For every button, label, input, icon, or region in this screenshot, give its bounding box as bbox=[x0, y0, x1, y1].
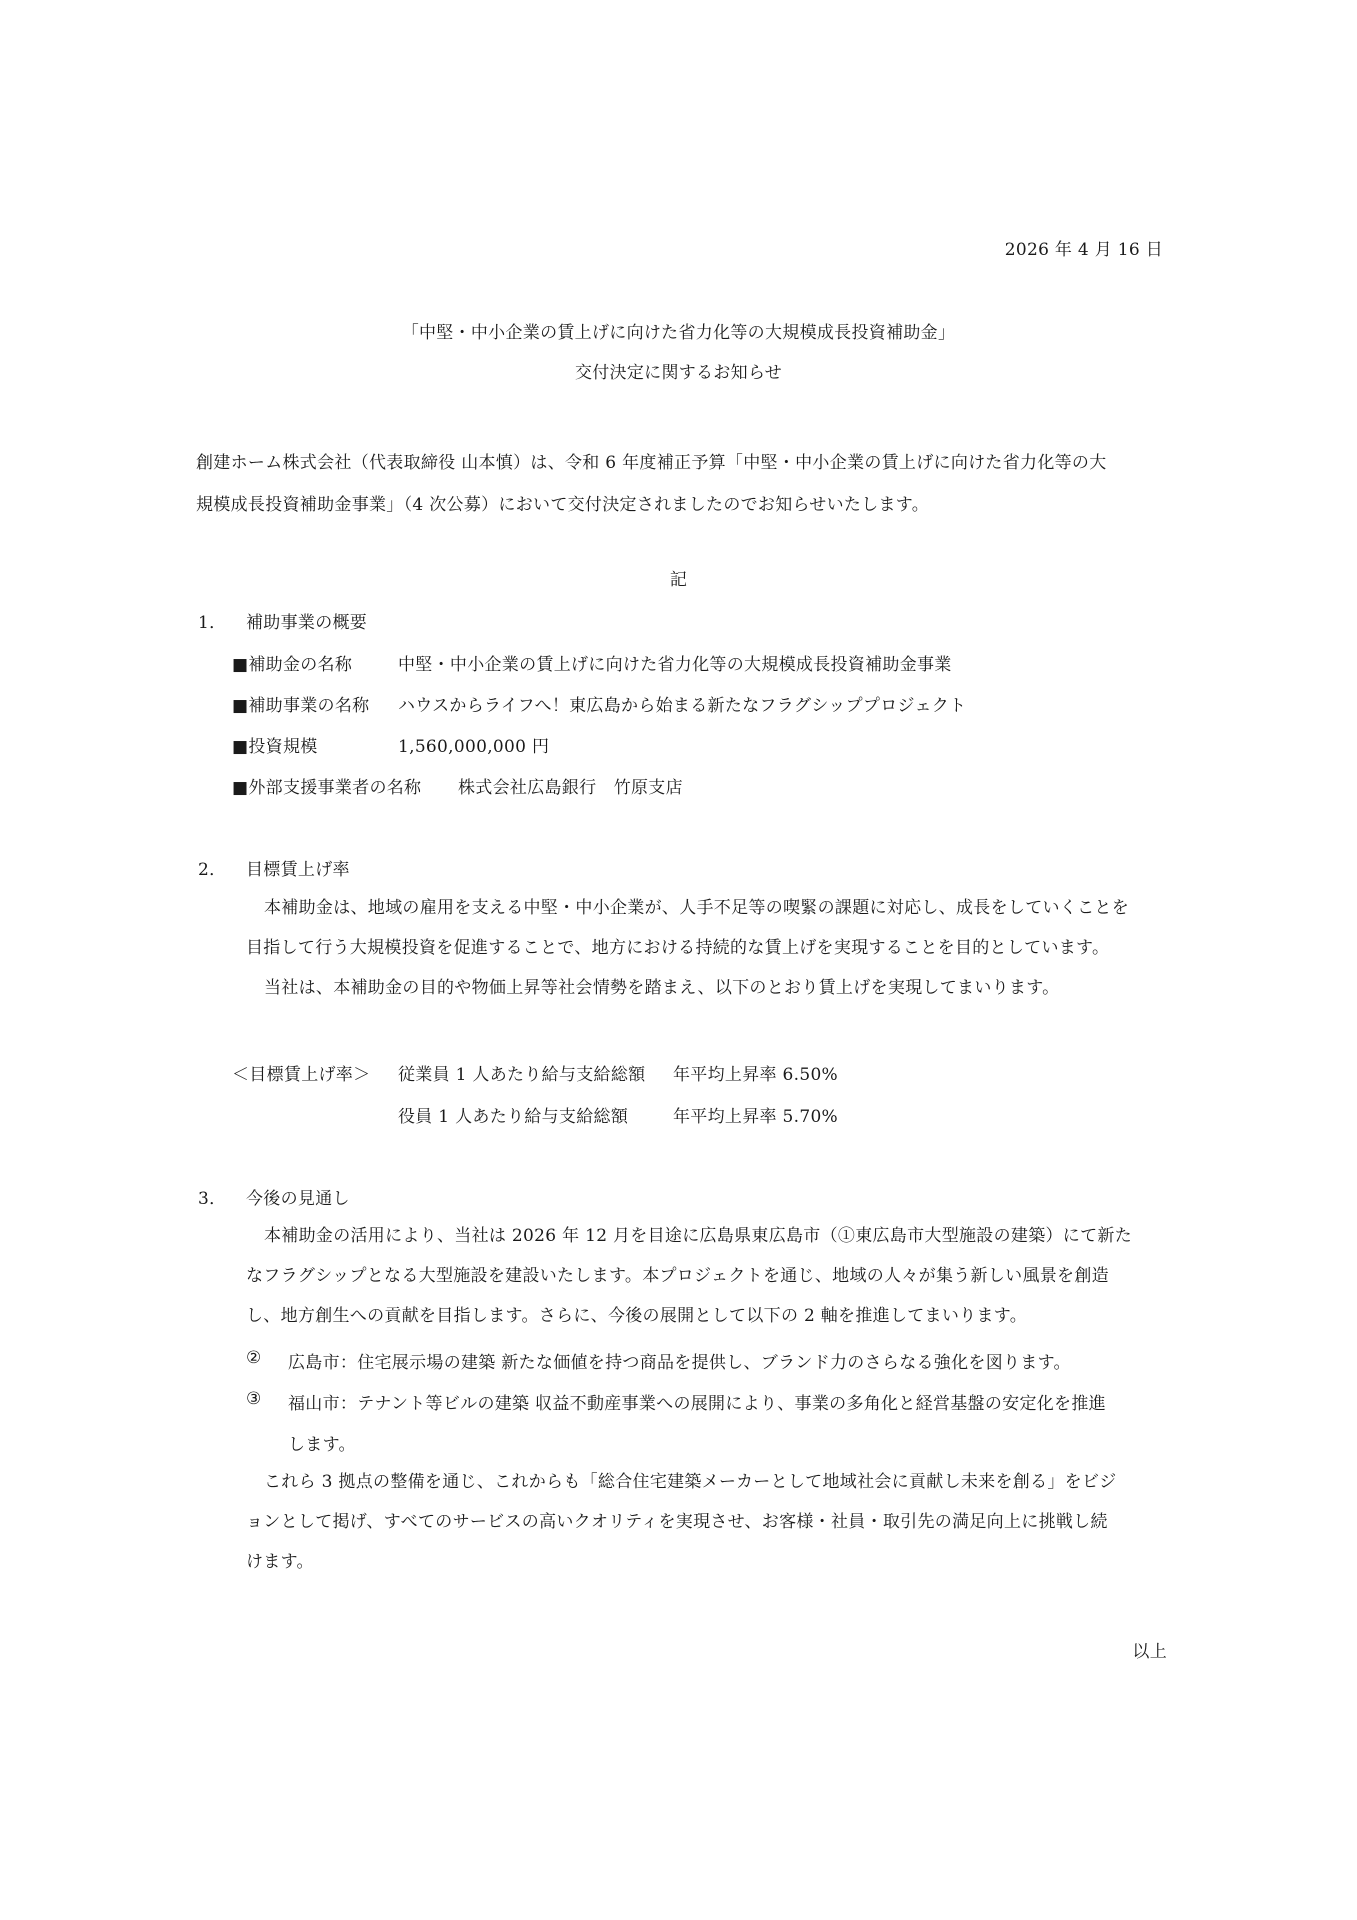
paragraph-line: 目指して行う大規模投資を促進することで、地方における持続的な賃上げを実現することを目的としています。 bbox=[246, 938, 1110, 958]
intro-line: 規模成長投資補助金事業」（4 次公募）において交付決定されましたのでお知らせいたします。 bbox=[196, 495, 930, 515]
fukuyama-plan-text: 福山市：テナント等ビルの建築 収益不動産事業への展開により、事業の多角化と経営基盤の安定化を推進 bbox=[288, 1394, 1106, 1414]
circled-number-3: ③ bbox=[246, 1389, 262, 1409]
closing-paragraph bbox=[246, 1462, 1117, 1582]
investment-scale-value: 1,560,000,000 円 bbox=[398, 737, 550, 757]
intro-paragraph bbox=[196, 442, 1107, 526]
paragraph-line: 本補助金の活用により、当社は 2026 年 12 月を目途に広島県東広島市（①東広島市大型施設の建築）にて新た bbox=[264, 1226, 1133, 1246]
document-title: 「中堅・中小企業の賃上げに向けた省力化等の大規模成長投資補助金」 bbox=[401, 323, 956, 343]
circled-number-2: ② bbox=[246, 1348, 262, 1368]
officer-wage-rate: 年平均上昇率 5.70% bbox=[673, 1107, 839, 1127]
paragraph-line: けます。 bbox=[246, 1552, 314, 1572]
subsidy-name-label: ■補助金の名称 bbox=[232, 655, 353, 675]
employee-wage-text: 従業員 1 人あたり給与支給総額 bbox=[398, 1065, 646, 1085]
paragraph-line: ョンとして掲げ、すべてのサービスの高いクオリティを実現させ、お客様・社員・取引先の満足向上に挑戦し続 bbox=[246, 1512, 1108, 1532]
support-provider-label: ■外部支援事業者の名称 bbox=[232, 778, 422, 798]
subsidy-name-value: 中堅・中小企業の賃上げに向けた省力化等の大規模成長投資補助金事業 bbox=[398, 655, 952, 675]
section3-title: 今後の見通し bbox=[246, 1189, 350, 1209]
investment-scale-label: ■投資規模 bbox=[232, 737, 318, 757]
paragraph-line: し、地方創生への貢献を目指します。さらに、今後の展開として以下の 2 軸を推進してまいります。 bbox=[246, 1306, 1028, 1326]
document-date: 2026 年 4 月 16 日 bbox=[1004, 240, 1163, 260]
paragraph-line: これら 3 拠点の整備を通じ、これからも「総合住宅建築メーカーとして地域社会に貢献し未来を創る」をビジ bbox=[264, 1472, 1117, 1492]
intro-line: 創建ホーム株式会社（代表取締役 山本慎）は、令和 6 年度補正予算「中堅・中小企業の賃上げに向けた省力化等の大 bbox=[196, 453, 1107, 473]
section1-title: 補助事業の概要 bbox=[246, 613, 368, 633]
section1-number: 1． bbox=[198, 613, 227, 633]
paragraph-line: 本補助金は、地域の雇用を支える中堅・中小企業が、人手不足等の喫緊の課題に対応し、成長をしていくことを bbox=[264, 898, 1129, 918]
fukuyama-plan-text-cont: します。 bbox=[288, 1435, 356, 1455]
section3-number: 3． bbox=[198, 1189, 227, 1209]
section2-paragraph bbox=[246, 888, 1129, 1008]
section2-number: 2． bbox=[198, 860, 227, 880]
support-provider-value: 株式会社広島銀行 竹原支店 bbox=[458, 778, 683, 798]
section3-paragraph bbox=[246, 1216, 1132, 1336]
paragraph-line: なフラグシップとなる大型施設を建設いたします。本プロジェクトを通じ、地域の人々が集う新しい風景を創造 bbox=[246, 1266, 1109, 1286]
paragraph-line: 当社は、本補助金の目的や物価上昇等社会情勢を踏まえ、以下のとおり賃上げを実現してまいります。 bbox=[264, 978, 1060, 998]
project-name-label: ■補助事業の名称 bbox=[232, 696, 370, 716]
officer-wage-text: 役員 1 人あたり給与支給総額 bbox=[398, 1107, 629, 1127]
hiroshima-plan-text: 広島市：住宅展示場の建築 新たな価値を持つ商品を提供し、ブランド力のさらなる強化を図ります。 bbox=[288, 1353, 1071, 1373]
employee-wage-rate: 年平均上昇率 6.50% bbox=[673, 1065, 839, 1085]
section2-title: 目標賃上げ率 bbox=[246, 860, 350, 880]
document-subtitle: 交付決定に関するお知らせ bbox=[574, 363, 783, 383]
closing-mark: 以上 bbox=[1132, 1642, 1167, 1662]
project-name-value: ハウスからライフへ！東広島から始まる新たなフラグシッププロジェクト bbox=[398, 696, 967, 716]
wage-target-label: ＜目標賃上げ率＞ bbox=[232, 1065, 371, 1085]
ki-heading: 記 bbox=[669, 570, 688, 590]
